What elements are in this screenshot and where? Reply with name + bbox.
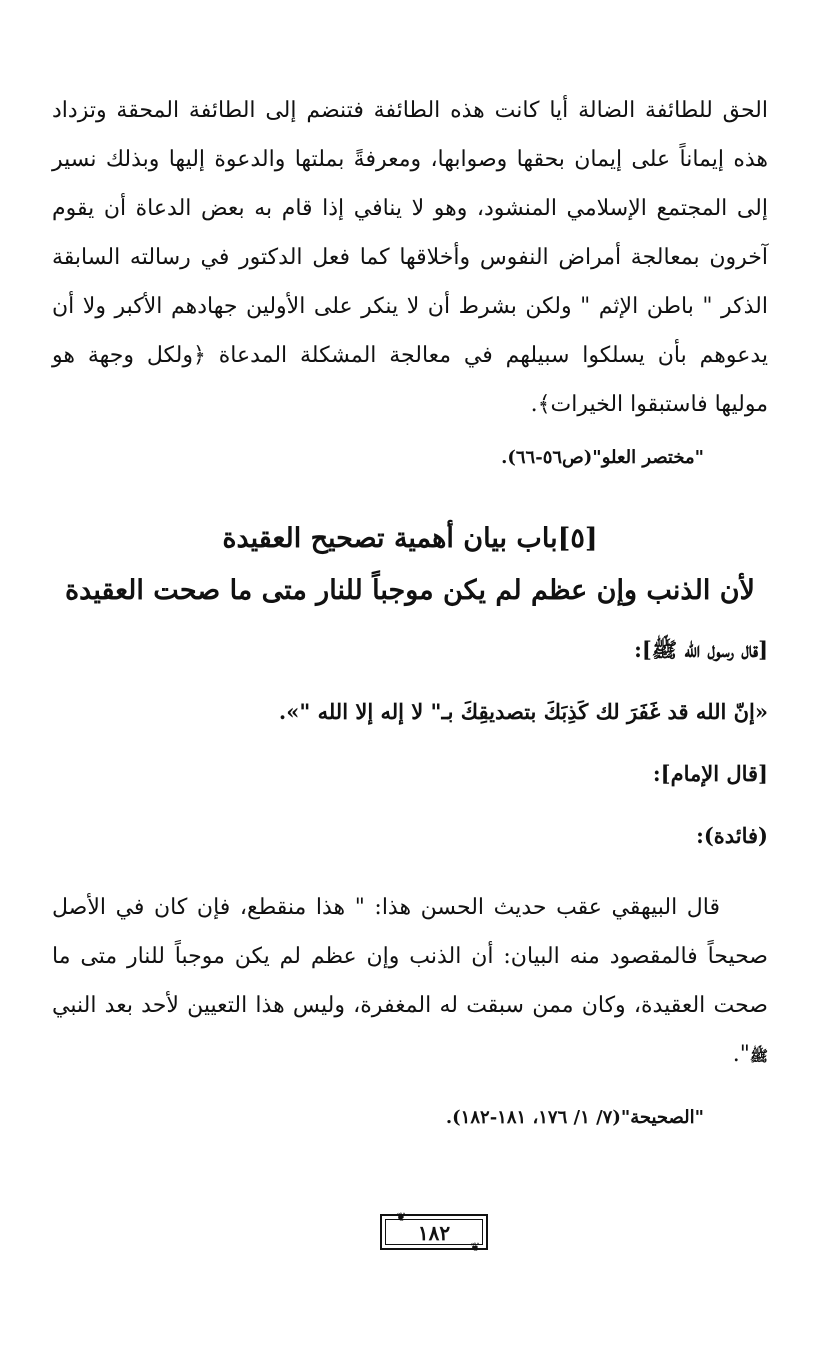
page-number: ١٨٢ (417, 1221, 451, 1245)
ornament-icon: ❦ (469, 1240, 480, 1254)
paragraph-benefit (52, 883, 768, 1081)
chapter-title: [٥]باب بيان أهمية تصحيح العقيدة (222, 523, 598, 554)
source-citation-2: "الصحيحة"(٧/ ١/ ١٧٦، ١٨١-١٨٢). (445, 1107, 704, 1128)
paragraph-benefit-text: قال البيهقي عقب حديث الحسن هذا: " هذا منقطع، فإن كان في الأصل صحيحاً فالمقصود منه البيان: أن الذنب وإن عظم لم يكن موجباً للنار متى ما صحت العقيدة، وكان ممن سبقت له المغفرة، وليس هذا التعيين لأحد بعد النبي (52, 895, 768, 1018)
chapter-heading (52, 513, 768, 617)
label-imam-said: [قال الإمام]: (652, 761, 768, 786)
label-benefit: (فائدة): (696, 823, 768, 848)
source-citation-1: "مختصر العلو"(ص٥٦-٦٦). (501, 447, 704, 468)
paragraph-intro: الحق للطائفة الضالة أيا كانت هذه الطائفة فتنضم إلى الطائفة المحقة وتزداد هذه إيماناً على إيمان بحقها وصوابها، ومعرفةً بملتها والدعوة إليها وبذلك نسير إلى المجتمع الإسلامي المنشود، وهو لا ينافي إذا قام به بعض الدعاة أن يقوم آخرون بمعالجة أمراض النفوس وأخلاقها كما فعل الدكتور في رسالته السابقة الذكر " باطن الإثم " ولكن بشرط أن لا ينكر على الأولين جهادهم الأكبر ولا أن يدعوهم بأن يسلكوا سبيلهم في معالجة المشكلة المدعاة ﴿ولكل وجهة هو موليها فاستبقوا الخيرات﴾. (52, 98, 768, 417)
label-prophet-said: [قال رسول الله ﷺ]: (634, 637, 768, 662)
page-content (52, 86, 768, 1367)
page-number-frame (380, 1210, 488, 1254)
hadith-text: «إنّ الله قد غَفَرَ لك كَذِبَكَ بتصديقِكَ بـ" لا إله إلا الله "». (278, 699, 768, 724)
chapter-subtitle: لأن الذنب وإن عظم لم يكن موجباً للنار متى ما صحت العقيدة (65, 575, 755, 606)
paragraph-benefit-end: ". (732, 1042, 750, 1067)
salutation-glyph: ﷺ (749, 1047, 768, 1065)
ornament-icon: ❦ (395, 1210, 406, 1224)
